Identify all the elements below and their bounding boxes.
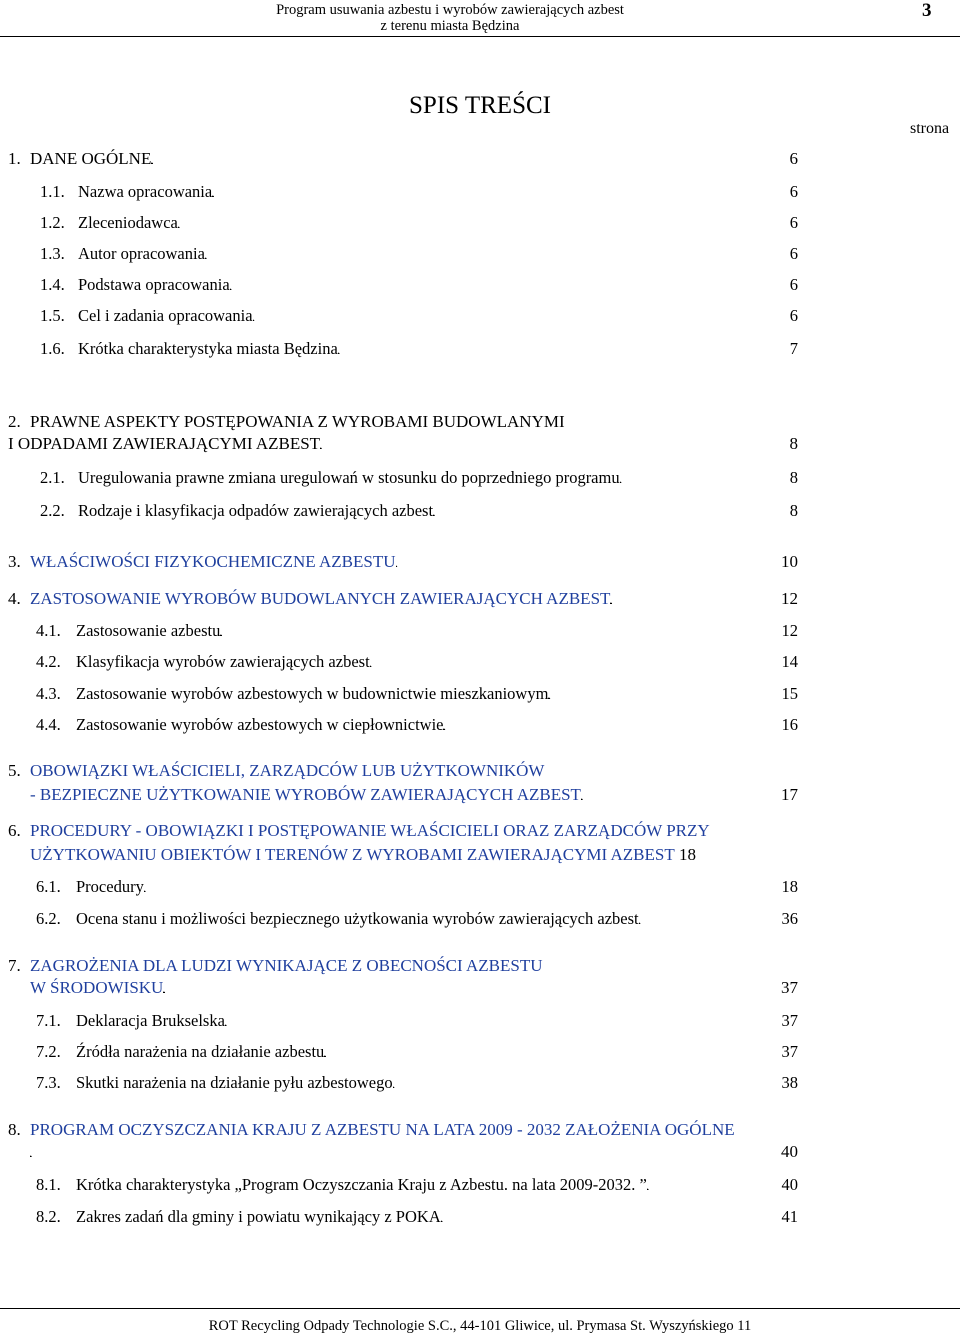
toc-label: Ocena stanu i możliwości bezpiecznego użytkowania wyrobów zawierających azbest (76, 909, 639, 928)
toc-label: ZAGROŻENIA DLA LUDZI WYNIKAJĄCE Z OBECNOŚCI AZBESTU (30, 956, 543, 975)
toc-number: 7.3. (36, 1073, 61, 1092)
toc-page: 40 (781, 1175, 798, 1194)
toc-number: 8. (8, 1120, 21, 1139)
dot-leader (320, 433, 789, 457)
toc-page: 14 (781, 652, 798, 671)
toc-entry-6-1[interactable] (36, 876, 798, 898)
toc-page: 37 (781, 1042, 798, 1061)
toc-number: 1.4. (40, 275, 65, 294)
dot-leader (647, 1174, 782, 1198)
toc-title: SPIS TREŚCI (409, 92, 551, 119)
toc-label: Zastosowanie wyrobów azbestowych w budownictwie mieszkaniowym (76, 684, 549, 703)
toc-number: 7.1. (36, 1011, 61, 1030)
toc-label: Uregulowania prawne zmiana uregulowań w stosunku do poprzedniego programu (78, 468, 620, 487)
toc-entry-6-line2[interactable] (30, 844, 696, 866)
toc-label: WŁAŚCIWOŚCI FIZYKOCHEMICZNE AZBESTU (30, 552, 396, 571)
toc-label: Zastosowanie wyrobów azbestowych w ciepłownictwie (76, 715, 444, 734)
toc-entry-1-5[interactable] (40, 305, 798, 327)
toc-label: Krótka charakterystyka „Program Oczyszczania Kraju z Azbestu. na lata 2009-2032. ” (76, 1175, 647, 1194)
toc-entry-4-4[interactable] (36, 714, 798, 736)
toc-entry-6-line1[interactable] (8, 820, 710, 842)
toc-entry-1-1[interactable] (40, 181, 798, 203)
dot-leader (178, 212, 790, 236)
toc-page: 12 (781, 589, 798, 608)
toc-entry-7-2[interactable] (36, 1041, 798, 1063)
toc-page: 37 (781, 1011, 798, 1030)
toc-page: 8 (789, 501, 798, 520)
toc-page: 41 (781, 1207, 798, 1226)
toc-page: 7 (789, 339, 798, 358)
toc-entry-1[interactable] (8, 148, 798, 170)
dot-leader (548, 683, 781, 707)
dot-leader (151, 148, 789, 172)
dot-leader (30, 1141, 781, 1165)
dot-leader (639, 908, 782, 932)
toc-entry-5-line1[interactable] (8, 760, 544, 782)
toc-page: 40 (781, 1142, 798, 1161)
dot-leader (144, 876, 782, 900)
toc-page: 18 (781, 877, 798, 896)
toc-label: - BEZPIECZNE UŻYTKOWANIE WYROBÓW ZAWIERAJĄCYCH AZBEST (30, 785, 581, 804)
toc-page: 36 (781, 909, 798, 928)
toc-number: 5. (8, 761, 21, 780)
toc-number: 4.3. (36, 684, 61, 703)
toc-label: UŻYTKOWANIU OBIEKTÓW I TERENÓW Z WYROBAMI ZAWIERAJĄCYMI AZBEST (30, 845, 675, 864)
toc-number: 2. (8, 412, 21, 431)
page-number: 3 (922, 0, 932, 21)
toc-page: 6 (789, 213, 798, 232)
toc-label: Klasyfikacja wyrobów zawierających azbest (76, 652, 370, 671)
dot-leader (370, 651, 782, 675)
toc-page: 17 (781, 785, 798, 804)
toc-page: 6 (789, 149, 798, 168)
dot-leader (338, 338, 790, 362)
toc-entry-4-2[interactable] (36, 651, 798, 673)
toc-page: 16 (781, 715, 798, 734)
toc-entry-8-line2[interactable] (30, 1141, 798, 1163)
toc-label: Źródła narażenia na działanie azbestu (76, 1042, 325, 1061)
toc-number: 6. (8, 821, 21, 840)
dot-leader (393, 1072, 782, 1096)
page-footer: ROT Recycling Odpady Technologie S.C., 44-101 Gliwice, ul. Prymasa St. Wyszyńskiego 11 (208, 1318, 752, 1334)
toc-number: 1. (8, 149, 21, 168)
dot-leader (225, 1010, 782, 1034)
toc-entry-7-line1[interactable] (8, 955, 543, 977)
toc-label: Nazwa opracowania (78, 182, 213, 201)
dot-leader (212, 181, 790, 205)
toc-number: 1.2. (40, 213, 65, 232)
toc-number: 4.1. (36, 621, 61, 640)
toc-entry-2-1[interactable] (40, 467, 798, 489)
toc-label: Krótka charakterystyka miasta Będzina (78, 339, 338, 358)
toc-entry-7-line2[interactable] (30, 977, 798, 999)
toc-number: 8.2. (36, 1207, 61, 1226)
header-divider (0, 36, 960, 37)
dot-leader (443, 714, 781, 738)
toc-label: Podstawa opracowania (78, 275, 230, 294)
header-title-line1: Program usuwania azbestu i wyrobów zawierających azbest (276, 2, 624, 18)
toc-label: Zleceniodawca (78, 213, 178, 232)
toc-number: 7. (8, 956, 21, 975)
toc-label: DANE OGÓLNE (30, 149, 152, 168)
dot-leader (433, 500, 790, 524)
toc-label: Rodzaje i klasyfikacja odpadów zawierających azbest (78, 501, 434, 520)
toc-entry-1-4[interactable] (40, 274, 798, 296)
toc-label: Zastosowanie azbestu (76, 621, 221, 640)
toc-entry-1-6[interactable] (40, 338, 798, 360)
toc-page: 38 (781, 1073, 798, 1092)
toc-label: I ODPADAMI ZAWIERAJĄCYMI AZBEST (8, 434, 321, 453)
toc-number: 1.1. (40, 182, 65, 201)
dot-leader (396, 551, 782, 575)
toc-entry-1-3[interactable] (40, 243, 798, 265)
toc-label: Deklaracja Brukselska (76, 1011, 225, 1030)
toc-entry-8-1[interactable] (36, 1174, 798, 1196)
dot-leader (205, 243, 790, 267)
dot-leader (620, 467, 790, 491)
toc-entry-5-line2[interactable] (30, 784, 798, 806)
toc-entry-3[interactable] (8, 551, 798, 573)
toc-number: 4. (8, 589, 21, 608)
toc-label: Skutki narażenia na działanie pyłu azbestowego (76, 1073, 393, 1092)
toc-entry-7-1[interactable] (36, 1010, 798, 1032)
toc-label: ZASTOSOWANIE WYROBÓW BUDOWLANYCH ZAWIERAJĄCYCH AZBEST (30, 589, 611, 608)
toc-page: 12 (781, 621, 798, 640)
toc-entry-8-2[interactable] (36, 1206, 798, 1228)
toc-label: PRAWNE ASPEKTY POSTĘPOWANIA Z WYROBAMI BUDOWLANYMI (30, 412, 565, 431)
toc-label: OBOWIĄZKI WŁAŚCICIELI, ZARZĄDCÓW LUB UŻYTKOWNIKÓW (30, 761, 545, 780)
dot-leader (324, 1041, 781, 1065)
toc-entry-4[interactable] (8, 588, 798, 610)
toc-label: Autor opracowania (78, 244, 205, 263)
toc-number: 3. (8, 552, 21, 571)
toc-page: 8 (789, 434, 798, 453)
header-title (0, 2, 900, 34)
toc-page: 6 (789, 244, 798, 263)
dot-leader (581, 784, 781, 808)
toc-number: 1.3. (40, 244, 65, 263)
toc-page: 18 (679, 845, 696, 864)
toc-entry-6-2[interactable] (36, 908, 798, 930)
toc-number: 7.2. (36, 1042, 61, 1061)
toc-page: 6 (789, 182, 798, 201)
toc-number: 6.2. (36, 909, 61, 928)
toc-page: 6 (789, 275, 798, 294)
dot-leader (253, 305, 790, 329)
toc-page: 15 (781, 684, 798, 703)
header-title-line2: z terenu miasta Będzina (380, 18, 520, 34)
dot-leader (163, 977, 781, 1001)
toc-entry-8-line1[interactable] (8, 1119, 735, 1141)
dot-leader (441, 1206, 782, 1230)
toc-label: Cel i zadania opracowania (78, 306, 253, 325)
toc-label: Procedury (76, 877, 144, 896)
toc-number: 2.2. (40, 501, 65, 520)
toc-number: 6.1. (36, 877, 61, 896)
toc-number: 1.6. (40, 339, 65, 358)
toc-entry-2-2[interactable] (40, 500, 798, 522)
toc-entry-7-3[interactable] (36, 1072, 798, 1094)
toc-number: 4.4. (36, 715, 61, 734)
toc-number: 4.2. (36, 652, 61, 671)
toc-number: 1.5. (40, 306, 65, 325)
toc-entry-2-line2[interactable] (8, 433, 798, 455)
footer-divider (0, 1308, 960, 1309)
toc-page: 37 (781, 978, 798, 997)
toc-page: 6 (789, 306, 798, 325)
dot-leader (220, 620, 781, 644)
toc-label: W ŚRODOWISKU (30, 978, 164, 997)
dot-leader (610, 588, 781, 612)
toc-page: 10 (781, 552, 798, 571)
toc-number: 2.1. (40, 468, 65, 487)
toc-number: 8.1. (36, 1175, 61, 1194)
dot-leader (230, 274, 790, 298)
toc-label: Zakres zadań dla gminy i powiatu wynikający z POKA (76, 1207, 441, 1226)
toc-entry-1-2[interactable] (40, 212, 798, 234)
toc-label: PROCEDURY - OBOWIĄZKI I POSTĘPOWANIE WŁAŚCICIELI ORAZ ZARZĄDCÓW PRZY (30, 821, 710, 840)
toc-page: 8 (789, 468, 798, 487)
page-column-label: strona (910, 120, 950, 137)
toc-entry-4-3[interactable] (36, 683, 798, 705)
toc-label: PROGRAM OCZYSZCZANIA KRAJU Z AZBESTU NA LATA 2009 - 2032 ZAŁOŻENIA OGÓLNE (30, 1120, 735, 1139)
toc-entry-2-line1[interactable] (8, 411, 565, 433)
toc-entry-4-1[interactable] (36, 620, 798, 642)
